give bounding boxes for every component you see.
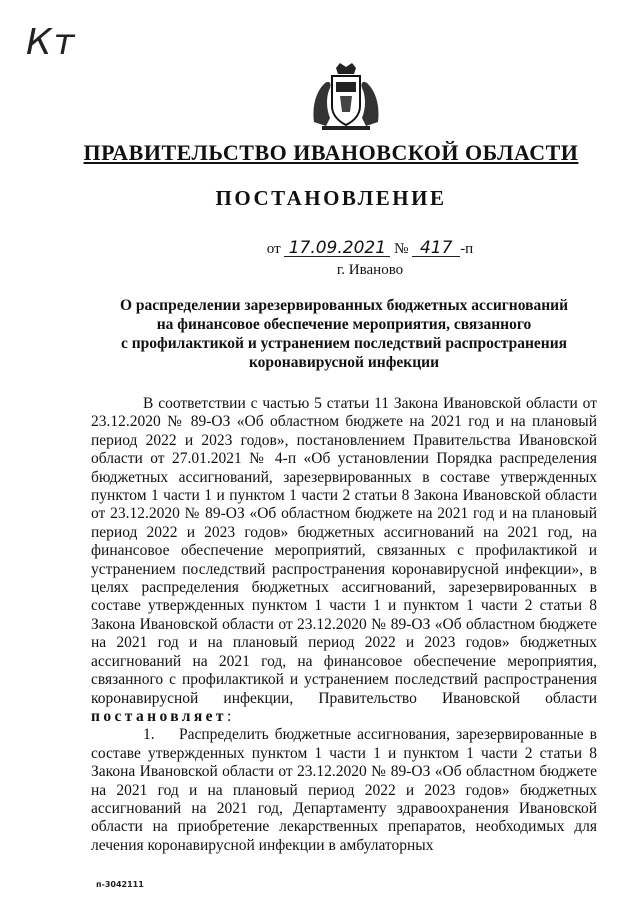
city: г. Иваново: [336, 262, 404, 278]
number-label: №: [394, 241, 409, 257]
title-line: с профилактикой и устранением последствий распространения: [120, 335, 568, 352]
item-1-paragraph: [91, 726, 597, 855]
document-body: [91, 395, 597, 855]
preamble-text: В соответствии с частью 5 статьи 11 Закона Ивановской области от 23.12.2020 № 89-ОЗ «Об областном бюджете на 2021 год и на плановый период 2022 и 2023 годов», постановлением Правительства Ивановской области от 27.01.2021 № 4-п «Об установлении Порядка распределения бюджетных ассигнований, зарезервированных в составе утвержденных пунктом 1 части 1 и пунктом 1 части 2 статьи 8 Закона Ивановской области от 23.12.2020 № 89-ОЗ «Об областном бюджете на 2021 год и на плановый период 2022 и 2023 годов» бюджетных ассигнований на 2021 год, на финансовое обеспечение мероприятий, связанных с профилактикой и устранением последствий распространения коронавирусной инфекции», в целях распределения бюджетных ассигнований, зарезервированных в составе утвержденных пунктом 1 части 1 и пунктом 1 части 2 статьи 8 Закона Ивановской области от 23.12.2020 № 89-ОЗ «Об областном бюджете на 2021 год и на плановый период 2022 и 2023 годов» бюджетных ассигнований на 2021 год, на финансовое обеспечение мероприятия, связанного с профилактикой и устранением последствий распространения коронавирусной инфекции, Правительство Ивановской области: [91, 395, 597, 707]
date-prefix: от: [266, 241, 281, 257]
title-line: на финансовое обеспечение мероприятия, связанного: [156, 316, 532, 333]
handwritten-date: 17.09.2021: [284, 240, 390, 257]
preamble-end: :: [226, 707, 232, 725]
document-code: п-3042111: [96, 880, 144, 889]
document-title: [96, 296, 592, 372]
title-line: О распределении зарезервированных бюджетных ассигнований: [120, 297, 568, 314]
handwritten-number: 417: [412, 240, 460, 257]
handwritten-corner-mark: Кт: [26, 22, 77, 63]
coat-of-arms-icon: [310, 62, 382, 132]
preamble-paragraph: [91, 395, 597, 726]
item-1-number: 1.: [143, 726, 155, 744]
item-1-text: Распределить бюджетные ассигнования, зарезервированные в составе утвержденных пунктом 1 части 1 и пунктом 1 части 2 статьи 8 Закона Ивановской области от 23.12.2020 № 89-ОЗ «Об областном бюджете на 2021 год и на плановый период 2022 и 2023 годов» бюджетных ассигнований на 2021 год, Департаменту здравоохранения Ивановской области на приобретение лекарственных препаратов, необходимых для лечения коронавирусной инфекции в амбулаторных: [91, 726, 597, 854]
resolves-word: постановляет: [91, 707, 227, 725]
date-number-line: [0, 240, 640, 258]
document-type: ПОСТАНОВЛЕНИЕ: [215, 186, 447, 210]
government-name: ПРАВИТЕЛЬСТВО ИВАНОВСКОЙ ОБЛАСТИ: [83, 140, 579, 165]
number-suffix: -п: [460, 241, 474, 257]
title-line: коронавирусной инфекции: [248, 354, 440, 371]
